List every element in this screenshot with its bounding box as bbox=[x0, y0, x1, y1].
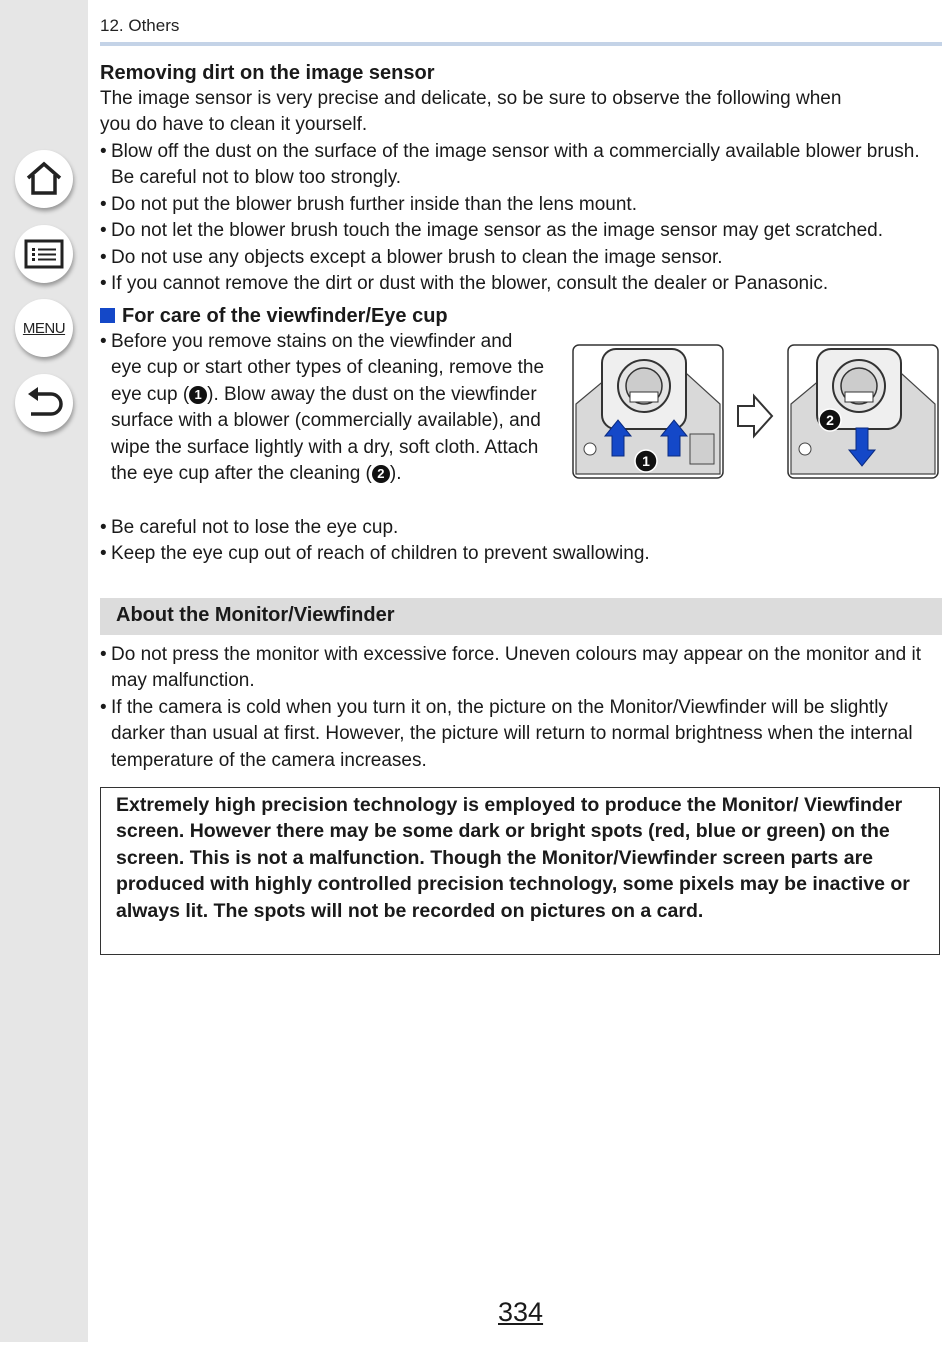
arrow-right-icon bbox=[738, 396, 772, 436]
list-item: • Do not put the blower brush further inside than the lens mount. bbox=[100, 192, 920, 218]
precision-note-text: Extremely high precision technology is employed to produce the Monitor/ Viewfinder screen. However there may be some dark or bright spots (red, blue or green) on the screen. This is not a malfunction. Though the Monitor/Viewfinder screen parts are produced with highly controlled precision technology, some pixels may be inactive or always lit. The spots will not be recorded on pictures on a card. bbox=[116, 794, 910, 922]
home-icon bbox=[24, 161, 64, 197]
camera-panel-remove bbox=[573, 345, 723, 478]
list-item bbox=[100, 329, 548, 487]
list-item: • Do not use any objects except a blower brush to clean the image sensor. bbox=[100, 245, 920, 271]
return-arrow-icon bbox=[25, 386, 63, 420]
bullet-text: Before you remove stains on the viewfinder and eye cup or start other types of cleaning, remove the eye cup ( bbox=[111, 331, 545, 405]
sidebar-footer bbox=[0, 1342, 88, 1364]
list-item: • If you cannot remove the dirt or dust with the blower, consult the dealer or Panasonic. bbox=[100, 271, 920, 297]
chapter-title: 12. Others bbox=[100, 16, 180, 35]
viewfinder-bullet-list-2 bbox=[100, 515, 920, 568]
figure-marker-2: 2 bbox=[826, 412, 834, 428]
home-button[interactable] bbox=[15, 150, 73, 208]
page-number: 334 bbox=[498, 1297, 544, 1327]
monitor-section-bar bbox=[100, 598, 942, 635]
back-button[interactable] bbox=[15, 374, 73, 432]
precision-note-box bbox=[100, 787, 940, 955]
bullet-text: ). Blow away the dust on the viewfinder surface with a blower (commercially available), and wipe the surface lightly with a dry, soft cloth. Attach the eye cup after the cleaning ( bbox=[111, 383, 541, 485]
list-item: • Be careful not to lose the eye cup. bbox=[100, 515, 920, 541]
monitor-heading: About the Monitor/Viewfinder bbox=[116, 604, 395, 626]
sensor-heading: Removing dirt on the image sensor bbox=[100, 62, 435, 84]
list-item: • Do not press the monitor with excessive force. Uneven colours may appear on the monitor and it may malfunction. bbox=[100, 642, 942, 695]
eye-cup-illustration bbox=[572, 344, 940, 480]
sensor-intro-line2: you do have to clean it yourself. bbox=[100, 114, 368, 135]
contents-button[interactable] bbox=[15, 225, 73, 283]
header-rule bbox=[100, 42, 942, 46]
marker-1-icon: 1 bbox=[189, 386, 207, 404]
sensor-intro-line1: The image sensor is very precise and delicate, so be sure to observe the following when bbox=[100, 88, 842, 109]
monitor-bullet-list bbox=[100, 642, 942, 774]
viewfinder-bullet-list bbox=[100, 329, 548, 487]
section-square-icon bbox=[100, 308, 115, 323]
list-item: • If the camera is cold when you turn it on, the picture on the Monitor/Viewfinder will be slightly darker than usual at first. However, the picture will return to normal brightness when the internal temperature of the camera increases. bbox=[100, 695, 942, 774]
viewfinder-heading bbox=[100, 303, 448, 329]
bullet-text: ). bbox=[389, 463, 402, 485]
menu-label: MENU bbox=[22, 319, 66, 337]
marker-2-icon: 2 bbox=[372, 465, 390, 483]
menu-button[interactable] bbox=[15, 299, 73, 357]
figure-marker-1: 1 bbox=[642, 453, 650, 469]
camera-panel-attach bbox=[788, 345, 938, 478]
viewfinder-heading-text: For care of the viewfinder/Eye cup bbox=[122, 305, 448, 327]
list-item: • Do not let the blower brush touch the image sensor as the image sensor may get scratched. bbox=[100, 218, 920, 244]
list-icon bbox=[24, 239, 64, 269]
sensor-bullet-list bbox=[100, 139, 920, 297]
list-item: • Keep the eye cup out of reach of children to prevent swallowing. bbox=[100, 541, 920, 567]
list-item: • Blow off the dust on the surface of the image sensor with a commercially available blower brush. Be careful not to blow too strongly. bbox=[100, 139, 920, 192]
